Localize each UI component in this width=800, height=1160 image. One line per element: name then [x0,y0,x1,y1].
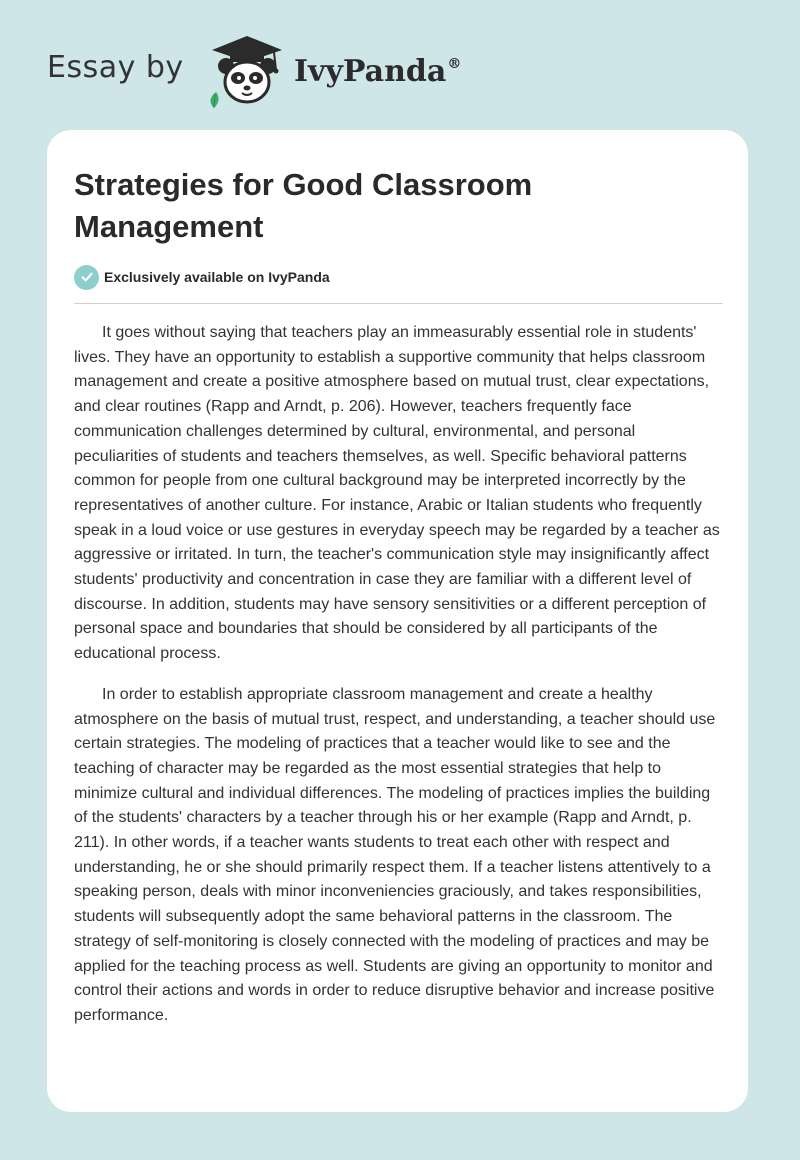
brand-name: IvyPanda [294,54,447,89]
paragraph: In order to establish appropriate classroom management and create a healthy atmosphere on the basis of mutual trust, respect, and understanding, a teacher should use certain strategies. The modeling of practices that a teacher would like to see and the teaching of character may be regarded as the most essential strategies that help to minimize cultural and individual differences. The modeling of practices implies the building of the students' characters by a teacher through his or her example (Rapp and Arndt, p. 211). In other words, if a teacher wants students to treat each other with respect and understanding, he or she should primarily respect them. If a teacher listens attentively to a speaking person, deals with minor inconveniencies graciously, and takes responsibilities, students will subsequently adopt the same behavioral patterns in the classroom. The strategy of self-monitoring is closely connected with the modeling of practices and may be applied for the teaching process as well. Students are giving an opportunity to monitor and control their actions and words in order to reduce disruptive behavior and increase positive performance. [74,685,716,1024]
essay-by-label: Essay by [47,50,184,85]
essay-title: Strategies for Good Classroom Management [74,167,533,244]
check-circle-icon [74,265,99,290]
registered-mark: ® [447,56,462,72]
brand-logo[interactable] [294,54,461,89]
paragraph: It goes without saying that teachers play an immeasurably essential role in students' lives. They have an opportunity to establish a supportive community that helps classroom management and create a positive atmosphere based on mutual trust, clear expectations, and clear routines (Rapp and Arndt, p. 206). However, teachers frequently face communication challenges determined by cultural, environmental, and personal peculiarities of students and teachers themselves, as well. Specific behavioral patterns common for people from one cultural background may be interpreted incorrectly by the representatives of another culture. For instance, Arabic or Italian students who frequently speak in a loud voice or use gestures in everyday speech may be regarded by a teacher as aggressive or irritated. In turn, the teacher's communication style may insignificantly affect students' productivity and concentration in case they are familiar with a different level of discourse. In addition, students may have sensory sensitivities or a different perception of personal space and boundaries that should be considered by all participants of the educational process. [74,324,720,663]
panda-graduate-icon[interactable] [202,30,292,110]
site-header [47,30,547,110]
exclusive-badge-text: Exclusively available on IvyPanda [104,269,330,285]
essay-card [47,130,748,1112]
divider [74,303,723,304]
essay-body [74,321,724,1045]
exclusive-badge [74,264,330,290]
